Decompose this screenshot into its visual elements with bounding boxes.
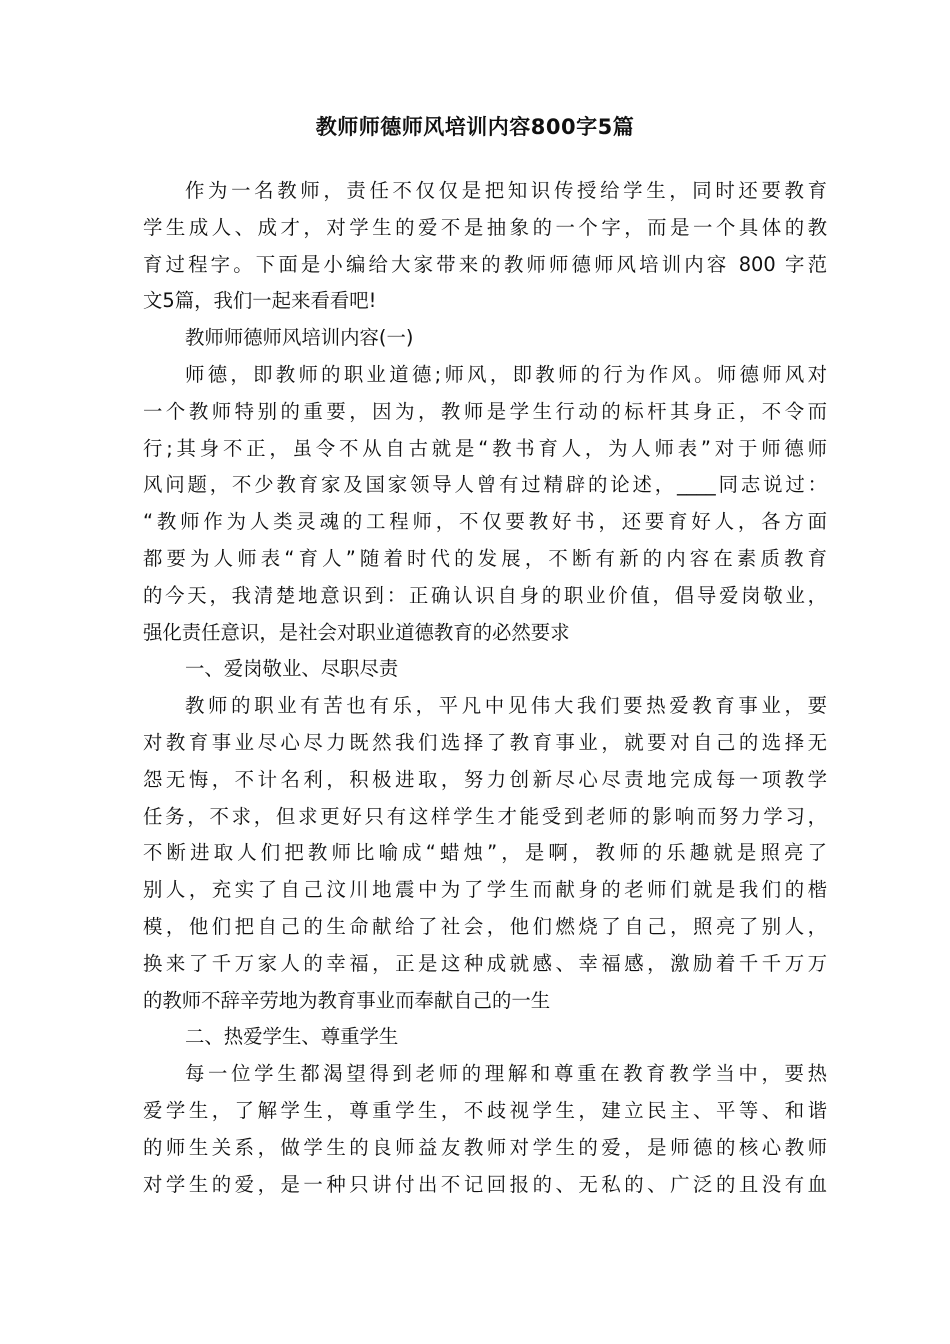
body-line: 风问题，不少教育家及国家领导人曾有过精辟的论述，____同志说过： — [143, 473, 827, 497]
body-line: 的师生关系，做学生的良师益友教师对学生的爱，是师德的核心教师 — [143, 1135, 827, 1159]
body-line: 怨无悔，不计名利，积极进取，努力创新尽心尽责地完成每一项教学 — [143, 767, 827, 791]
body-line: 别人，充实了自己汶川地震中为了学生而献身的老师们就是我们的楷 — [143, 878, 827, 902]
body-line: 文5篇，我们一起来看看吧! — [143, 289, 377, 313]
body-line: 一个教师特别的重要，因为，教师是学生行动的标杆其身正，不令而 — [143, 399, 827, 423]
body-line: 的今天，我清楚地意识到：正确认识自身的职业价值，倡导爱岗敬业， — [143, 583, 827, 607]
body-line: 对学生的爱，是一种只讲付出不记回报的、无私的、广泛的且没有血 — [143, 1172, 827, 1196]
body-line: 爱学生，了解学生，尊重学生，不歧视学生，建立民主、平等、和谐 — [143, 1098, 827, 1122]
body-line: 师德，即教师的职业道德;师风，即教师的行为作风。师德师风对 — [185, 362, 827, 386]
body-line: 一、爱岗敬业、尽职尽责 — [185, 657, 399, 681]
body-line: 二、热爱学生、尊重学生 — [185, 1025, 399, 1049]
body-line: 模，他们把自己的生命献给了社会，他们燃烧了自己，照亮了别人， — [143, 914, 827, 938]
body-line: 学生成人、成才，对学生的爱不是抽象的一个字，而是一个具体的教 — [143, 215, 827, 239]
body-line: 对教育事业尽心尽力既然我们选择了教育事业，就要对自己的选择无 — [143, 730, 827, 754]
body-line: 换来了千万家人的幸福，正是这种成就感、幸福感，激励着千千万万 — [143, 951, 827, 975]
body-line: 作为一名教师，责任不仅仅是把知识传授给学生，同时还要教育 — [185, 179, 827, 202]
body-line: 任务，不求，但求更好只有这样学生才能受到老师的影响而努力学习， — [143, 804, 827, 828]
body-line: 都要为人师表“育人”随着时代的发展，不断有新的内容在素质教育 — [143, 546, 827, 570]
body-line: 育过程字。下面是小编给大家带来的教师师德师风培训内容 800 字范 — [143, 252, 827, 276]
document-title: 教师师德师风培训内容800字5篇 — [315, 115, 635, 139]
body-line: 每一位学生都渴望得到老师的理解和尊重在教育教学当中，要热 — [185, 1062, 827, 1086]
body-line: 行;其身不正，虽令不从自古就是“教书育人，为人师表”对于师德师 — [143, 436, 827, 460]
body-line: 强化责任意识，是社会对职业道德教育的必然要求 — [143, 620, 570, 644]
body-line: 教师师德师风培训内容(一) — [185, 326, 414, 350]
document-body — [143, 173, 827, 1203]
body-line: “教师作为人类灵魂的工程师，不仅要教好书，还要育好人，各方面 — [143, 510, 827, 534]
body-line: 教师的职业有苦也有乐，平凡中见伟大我们要热爱教育事业，要 — [185, 694, 827, 718]
body-line: 不断进取人们把教师比喻成“蜡烛”，是啊，教师的乐趣就是照亮了 — [143, 841, 827, 865]
body-line: 的教师不辞辛劳地为教育事业而奉献自己的一生 — [143, 988, 551, 1012]
